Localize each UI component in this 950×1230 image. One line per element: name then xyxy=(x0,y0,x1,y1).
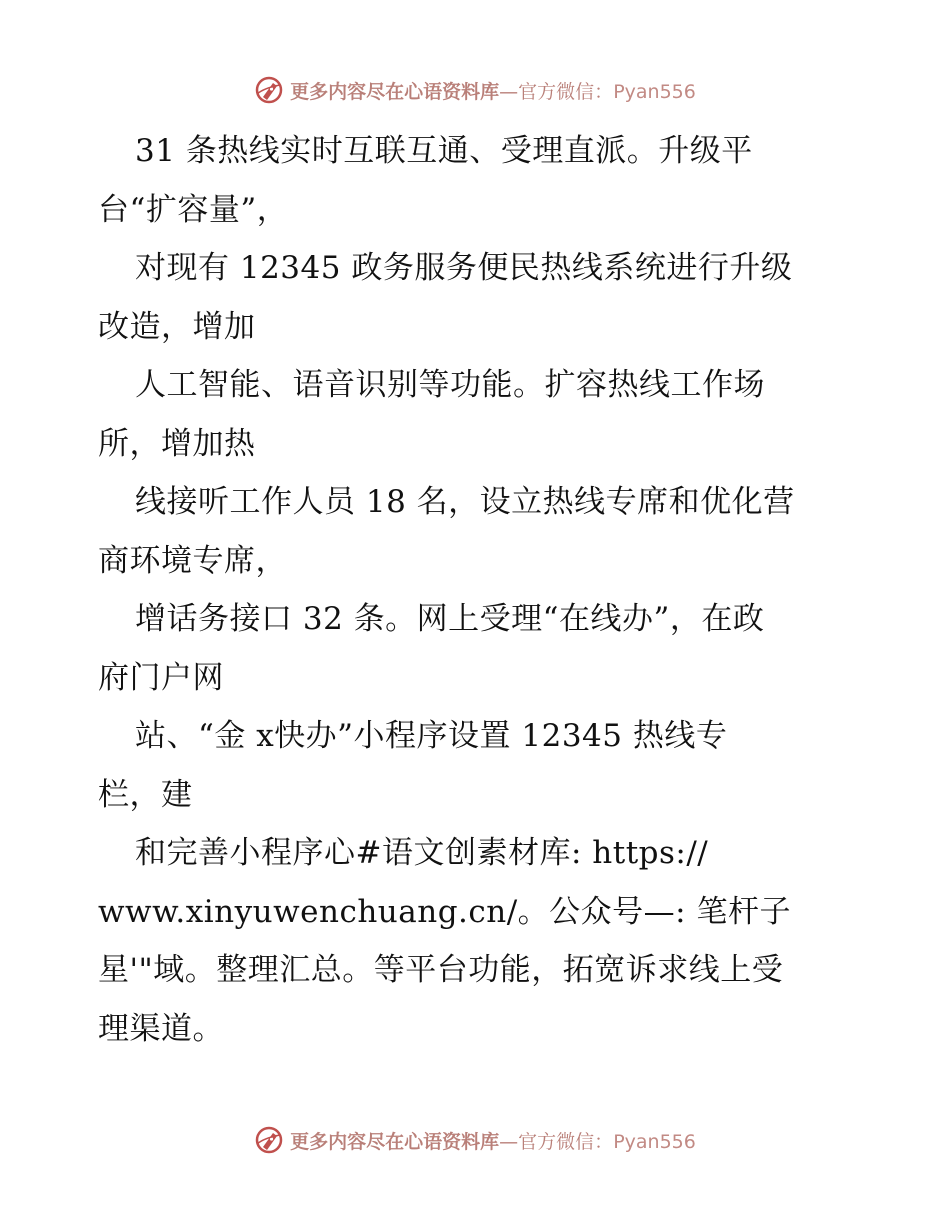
document-body xyxy=(98,122,898,1058)
body-line: 改造，增加 xyxy=(98,308,256,345)
body-line: 站、“金 x快办”小程序设置 12345 热线专 xyxy=(135,718,728,754)
body-line: 31 条热线实时互联互通、受理直派。升级平 xyxy=(135,133,753,169)
header-separator: — xyxy=(499,80,519,103)
header-lead-text: 更多内容尽在心语资料库 xyxy=(290,80,500,103)
body-line: www.xinyuwenchuang.cn/。公众号—: 笔杆子 xyxy=(98,893,791,930)
body-line: 和完善小程序心#语文创素材库: https:// xyxy=(135,835,709,871)
header-banner-text xyxy=(290,77,696,104)
body-line: 人工智能、语音识别等功能。扩容热线工作场 xyxy=(135,367,765,403)
body-line: 府门户网 xyxy=(98,659,224,696)
body-line: 线接听工作人员 18 名，设立热线专席和优化营 xyxy=(135,484,795,520)
footer-separator: — xyxy=(499,1130,519,1153)
body-line: 理渠道。 xyxy=(98,1010,224,1047)
body-line: 增话务接口 32 条。网上受理“在线办”，在政 xyxy=(135,601,765,637)
pen-nib-logo-icon xyxy=(254,75,284,105)
footer-account: Pyan556 xyxy=(613,1130,696,1153)
footer-banner-text xyxy=(290,1127,696,1154)
body-line: 对现有 12345 政务服务便民热线系统进行升级 xyxy=(135,250,793,286)
body-line: 栏，建 xyxy=(98,776,193,813)
footer-lead-text: 更多内容尽在心语资料库 xyxy=(290,1130,500,1153)
body-line: 星'"域。整理汇总。等平台功能，拓宽诉求线上受 xyxy=(98,952,784,988)
body-line: 台“扩容量”， xyxy=(98,191,289,228)
header-account: Pyan556 xyxy=(613,80,696,103)
header-official-label: 官方微信： xyxy=(518,80,614,103)
body-line: 商环境专席， xyxy=(98,542,287,579)
body-line: 所，增加热 xyxy=(98,425,256,462)
pen-nib-logo-icon xyxy=(254,1125,284,1155)
footer-official-label: 官方微信： xyxy=(518,1130,614,1153)
footer-banner xyxy=(0,1120,950,1160)
header-banner xyxy=(0,70,950,110)
